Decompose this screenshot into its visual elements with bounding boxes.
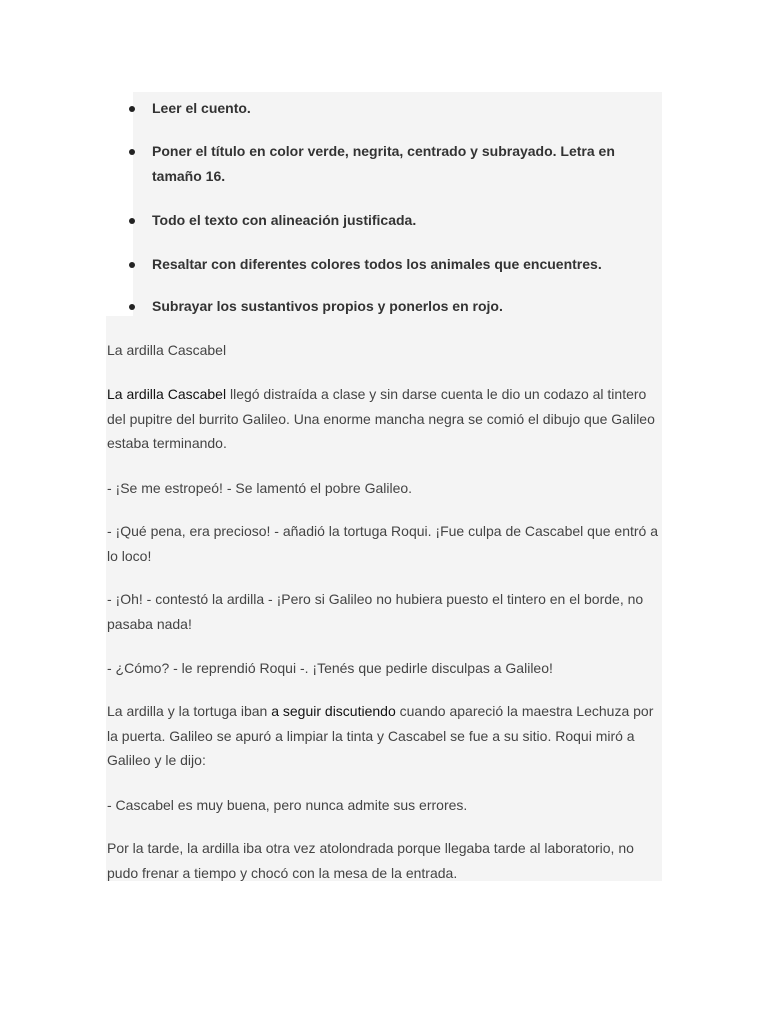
- story-paragraph: [107, 699, 663, 773]
- story-paragraph: [107, 382, 663, 456]
- list-item: [152, 208, 664, 233]
- list-item-text: Resaltar con diferentes colores todos los animales que encuentres.: [152, 256, 602, 272]
- story-paragraph: - Cascabel es muy buena, pero nunca admite sus errores.: [107, 797, 468, 813]
- story-paragraph: Por la tarde, la ardilla iba otra vez atolondrada porque llegaba tarde al laboratorio, no pudo frenar a tiempo y chocó con la mesa de la entrada.: [107, 840, 634, 881]
- list-item-text: Todo el texto con alineación justificada.: [152, 212, 417, 228]
- paragraph-text: llegó distraída a clase y sin darse cuenta le dio un codazo al tintero del pupitre del burrito Galileo. Una enorme mancha negra se comió el dibujo que Galileo estaba terminando.: [107, 386, 655, 451]
- list-item-text: Subrayar los sustantivos propios y ponerlos en rojo.: [152, 298, 503, 314]
- story-paragraph: - ¡Qué pena, era precioso! - añadió la tortuga Roqui. ¡Fue culpa de Cascabel que entró a lo loco!: [107, 523, 658, 564]
- bullet-icon: [129, 218, 135, 224]
- highlighted-text: La ardilla Cascabel: [107, 386, 227, 402]
- story-paragraph: - ¡Oh! - contestó la ardilla - ¡Pero si Galileo no hubiera puesto el tintero en el borde, no pasaba nada!: [107, 591, 644, 632]
- list-item: [152, 96, 664, 121]
- story-section: [106, 316, 662, 881]
- story-paragraph: - ¿Cómo? - le reprendió Roqui -. ¡Tenés que pedirle disculpas a Galileo!: [107, 660, 553, 676]
- list-item: [152, 252, 664, 277]
- list-item-text: Poner el título en color verde, negrita, centrado y subrayado. Letra en tamaño 16.: [152, 143, 615, 184]
- bullet-icon: [129, 262, 135, 268]
- bullet-icon: [129, 304, 135, 310]
- story-title: La ardilla Cascabel: [107, 342, 227, 358]
- bullet-icon: [129, 149, 135, 155]
- bullet-icon: [129, 106, 135, 112]
- paragraph-text: cuando apareció la maestra Lechuza por la puerta. Galileo se apuró a limpiar la tinta y Cascabel se fue a su sitio. Roqui miró a Galileo y le dijo:: [107, 703, 654, 768]
- list-item-text: Leer el cuento.: [152, 100, 251, 116]
- instructions-block: [133, 92, 662, 316]
- highlighted-text: a seguir discutiendo: [271, 703, 396, 719]
- story-paragraph: - ¡Se me estropeó! - Se lamentó el pobre Galileo.: [107, 480, 413, 496]
- list-item: [152, 139, 664, 189]
- paragraph-text: La ardilla y la tortuga iban: [107, 703, 272, 719]
